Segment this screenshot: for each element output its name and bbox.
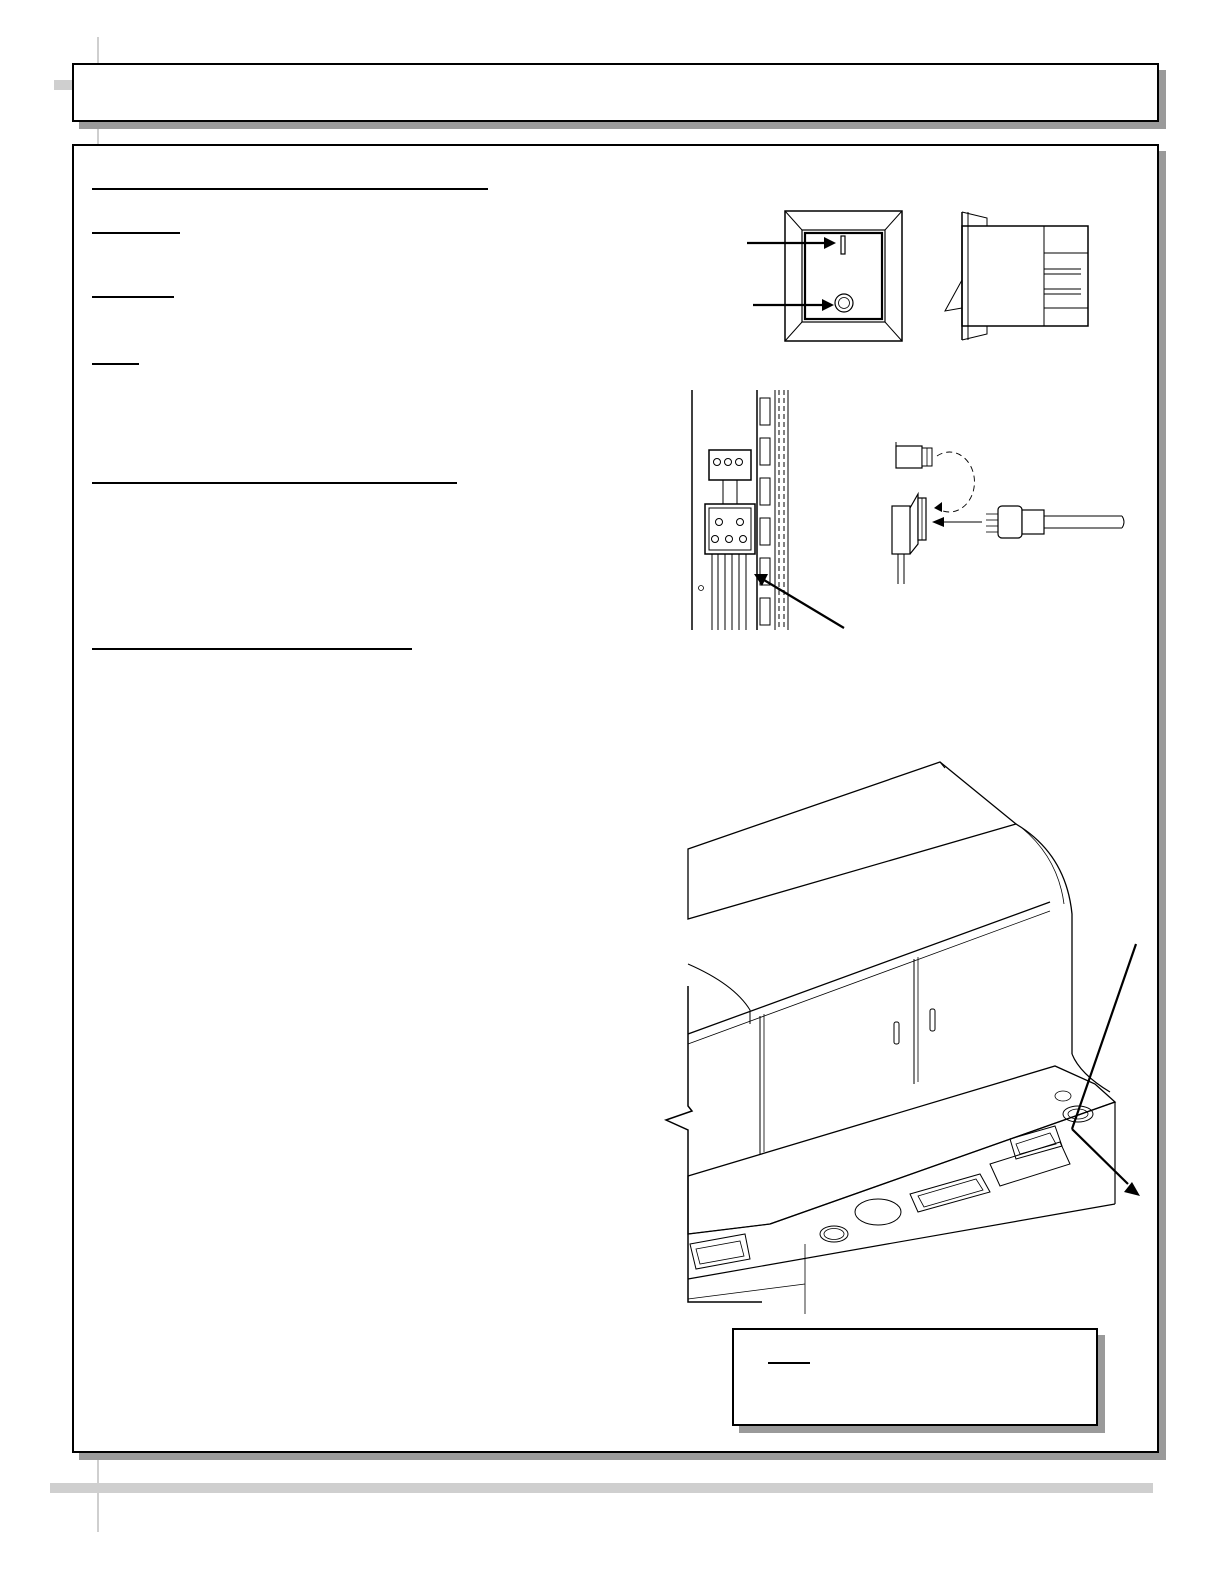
crop-mark-left xyxy=(54,80,72,90)
crop-mark-top xyxy=(97,37,99,63)
section-heading-rule-note xyxy=(92,363,139,365)
section-heading-rule-off xyxy=(92,296,174,298)
rocker-switch-side-view xyxy=(931,208,1096,348)
rocker-switch-front-view xyxy=(744,208,914,348)
connector-plug-detail xyxy=(882,436,1127,586)
footer-bar xyxy=(50,1483,1153,1493)
crop-mark-side xyxy=(97,120,99,144)
page-title-box xyxy=(72,63,1159,122)
note-label-rule xyxy=(768,1362,810,1364)
section-heading-rule-on xyxy=(92,232,180,234)
section-heading-rule-switch xyxy=(92,188,488,190)
leader-arrowhead xyxy=(1118,1174,1148,1204)
wiring-harness-connector xyxy=(684,388,859,638)
content-panel xyxy=(72,144,1159,1453)
section-heading-rule-harness xyxy=(92,482,457,484)
cabinet-break-line xyxy=(662,986,762,1306)
note-box xyxy=(732,1328,1098,1426)
section-heading-rule-location xyxy=(92,648,412,650)
